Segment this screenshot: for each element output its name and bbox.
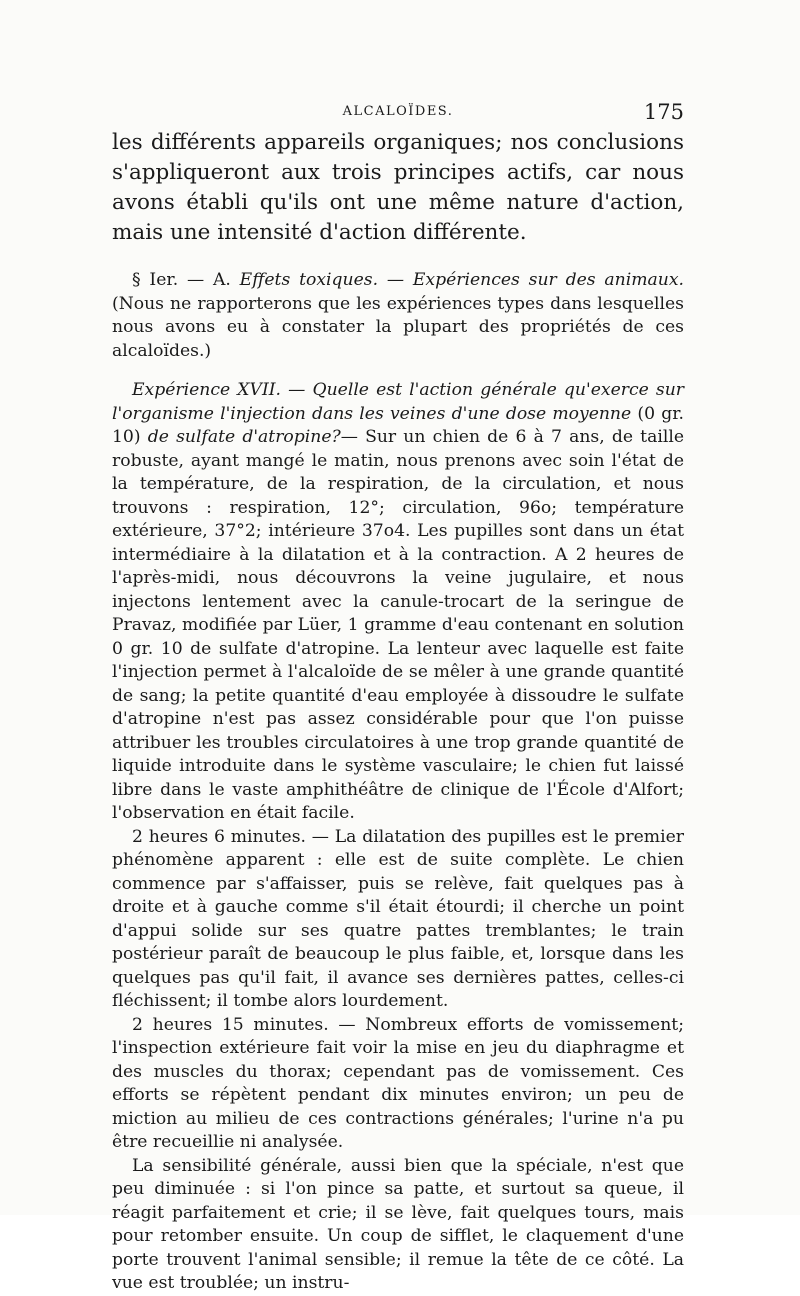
running-title: ALCALOÏDES. <box>342 104 454 119</box>
time-2h06: 2 heures 6 minutes. <box>132 826 307 847</box>
page-header <box>112 100 684 124</box>
body-text <box>112 128 684 1296</box>
section-title: Effets toxiques. — Expériences sur des animaux. <box>239 270 684 290</box>
paragraph-sensibilite: La sensibilité générale, aussi bien que la spéciale, n'est que peu diminuée : si l'on pince sa patte, et surtout sa queue, il réagit parfaitement et crie; il se lève, fait quelques tours, mais pour retomber ensuite. Un coup de sifflet, le claquement d'une porte trouvent l'animal sensible; il remue la tête de ce côté. La vue est troublée; un instru- <box>112 1155 684 1293</box>
paragraph-2h15 <box>112 1014 684 1155</box>
experience-question-b: de sulfate d'atropine? <box>147 427 341 447</box>
paragraph-2h06 <box>112 826 684 1014</box>
experience-dose: (0 gr. 10) <box>112 403 684 447</box>
section-note: (Nous ne rapporterons que les expériences types dans lesquelles nous avons eu à constater la plupart des propriétés de ces alcaloïdes.) <box>112 293 684 361</box>
experience-question-a: — Quelle est l'action générale qu'exerce sur l'organisme l'injection dans les veines d'une dose moyenne <box>112 380 685 424</box>
text-2h06: — La dilatation des pupilles est le premier phénomène apparent : elle est de suite complète. Le chien commence par s'affaisser, puis se relève, fait quelques pas à droite et à gauche comme s'il était étourdi; il cherche un point d'appui solide sur ses quatre pattes tremblantes; le train postérieur paraît de beaucoup le plus faible, et, lorsque dans les quelques pas qu'il fait, il avance ses dernières pattes, celles-ci fléchissent; il tombe alors lourdement. <box>112 826 684 1011</box>
paragraph-section-heading <box>112 269 684 363</box>
time-2h15: 2 heures 15 minutes. <box>132 1014 329 1035</box>
text-2h15: — Nombreux efforts de vomissement; l'inspection extérieure fait voir la mise en jeu du diaphragme et des muscles du thorax; cependant pas de vomissement. Ces efforts se répètent pendant dix minutes environ; un peu de miction au milieu de ces contractions générales; l'urine n'a pu être recueillie ni analysée. <box>112 1014 684 1152</box>
page-number: 175 <box>643 100 684 124</box>
experience-label: Expérience XVII. <box>132 380 281 400</box>
paragraph-intro-continued: les différents appareils organiques; nos conclusions s'appliqueront aux trois principes actifs, car nous avons établi qu'ils ont une même nature d'action, mais une intensité d'action différente. <box>112 130 684 245</box>
experience-text: — Sur un chien de 6 à 7 ans, de taille robuste, ayant mangé le matin, nous prenons avec soin l'état de la température, de la respiration, de la circulation, et nous trouvons : respiration, 12°; circulation, 96o; température extérieure, 37°2; intérieure 37o4. Les pupilles sont dans un état intermédiaire à la dilatation et à la contraction. A 2 heures de l'après-midi, nous découvrons la veine jugulaire, et nous injectons lentement avec la canule-trocart de la seringue de Pravaz, modifiée par Lüer, 1 gramme d'eau contenant en solution 0 gr. 10 de sulfate d'atropine. La lenteur avec laquelle est faite l'injection permet à l'alcaloïde de se mêler à une grande quantité de sang; la petite quantité d'eau employée à dissoudre le sulfate d'atropine n'est pas assez considérable pour que l'on puisse attribuer les troubles circulatoires à une trop grande quantité de liquide introduite dans le système vasculaire; le chien fut laissé libre dans le vaste amphithéâtre de clinique de l'École d'Alfort; l'observation en était facile. <box>112 427 685 823</box>
section-number: § Ier. — A. <box>132 270 231 290</box>
paragraph-experience-xvii <box>112 379 684 826</box>
